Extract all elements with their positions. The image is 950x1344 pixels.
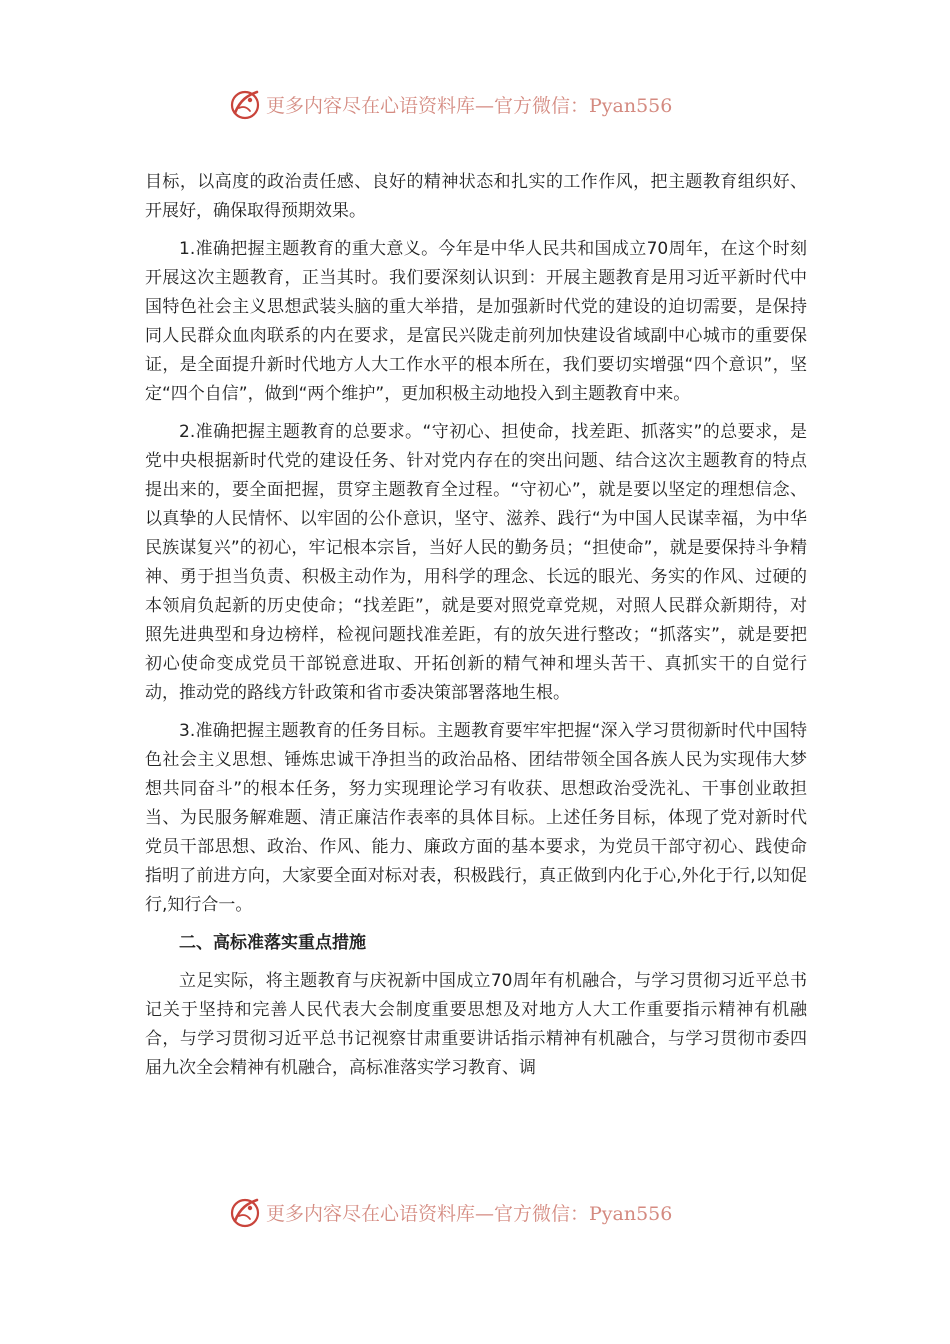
section-heading: 二、高标准落实重点措施: [179, 933, 366, 953]
paragraph-measures: 立足实际，将主题教育与庆祝新中国成立70周年有机融合，与学习贯彻习近平总书记关于坚持和完善人民代表大会制度重要思想及对地方人大工作重要指示精神有机融合，与学习贯彻习近平总书记视察甘肃重要讲话指示精神有机融合，与学习贯彻市委四届九次全会精神有机融合，高标准落实学习教育、调: [145, 971, 807, 1078]
paragraph-significance: 1.准确把握主题教育的重大意义。今年是中华人民共和国成立70周年，在这个时刻开展这次主题教育，正当其时。我们要深刻认识到：开展主题教育是用习近平新时代中国特色社会主义思想武装头脑的重大举措，是加强新时代党的建设的迫切需要，是保持同人民群众血肉联系的内在要求，是富民兴陇走前列加快建设省域副中心城市的重要保证，是全面提升新时代地方人大工作水平的根本所在，我们要切实增强“四个意识”，坚定“四个自信”，做到“两个维护”，更加积极主动地投入到主题教育中来。: [145, 239, 807, 404]
watermark-text: 更多内容尽在心语资料库—官方微信：Pyan556: [266, 94, 673, 117]
header-watermark-banner: [226, 84, 672, 124]
brand-logo-icon: [226, 86, 262, 122]
paragraph-general-requirements: 2.准确把握主题教育的总要求。“守初心、担使命，找差距、抓落实”的总要求，是党中央根据新时代党的建设任务、针对党内存在的突出问题、结合这次主题教育的特点提出来的，要全面把握，贯穿主题教育全过程。“守初心”，就是要以坚定的理想信念、以真挚的人民情怀、以牢固的公仆意识，坚守、滋养、践行“为中国人民谋幸福，为中华民族谋复兴”的初心，牢记根本宗旨，当好人民的勤务员；“担使命”，就是要保持斗争精神、勇于担当负责、积极主动作为，用科学的理念、长远的眼光、务实的作风、过硬的本领肩负起新的历史使命；“找差距”，就是要对照党章党规，对照人民群众新期待，对照先进典型和身边榜样，检视问题找准差距，有的放矢进行整改；“抓落实”，就是要把初心使命变成党员干部锐意进取、开拓创新的精气神和埋头苦干、真抓实干的自觉行动，推动党的路线方针政策和省市委决策部署落地生根。: [145, 422, 807, 703]
paragraph-task-goals: 3.准确把握主题教育的任务目标。主题教育要牢牢把握“深入学习贯彻新时代中国特色社会主义思想、锤炼忠诚干净担当的政治品格、团结带领全国各族人民为实现伟大梦想共同奋斗”的根本任务，努力实现理论学习有收获、思想政治受洗礼、干事创业敢担当、为民服务解难题、清正廉洁作表率的具体目标。上述任务目标，体现了党对新时代党员干部思想、政治、作风、能力、廉政方面的基本要求，为党员干部守初心、践使命指明了前进方向，大家要全面对标对表，积极践行，真正做到内化于心,外化于行,以知促行,知行合一。: [145, 721, 807, 915]
paragraph-continuation: 目标，以高度的政治责任感、良好的精神状态和扎实的工作作风，把主题教育组织好、开展好，确保取得预期效果。: [145, 172, 807, 221]
watermark-text: 更多内容尽在心语资料库—官方微信：Pyan556: [266, 1202, 673, 1225]
footer-watermark-banner: [226, 1192, 672, 1232]
brand-logo-icon: [226, 1194, 262, 1230]
document-body: [145, 168, 807, 1092]
